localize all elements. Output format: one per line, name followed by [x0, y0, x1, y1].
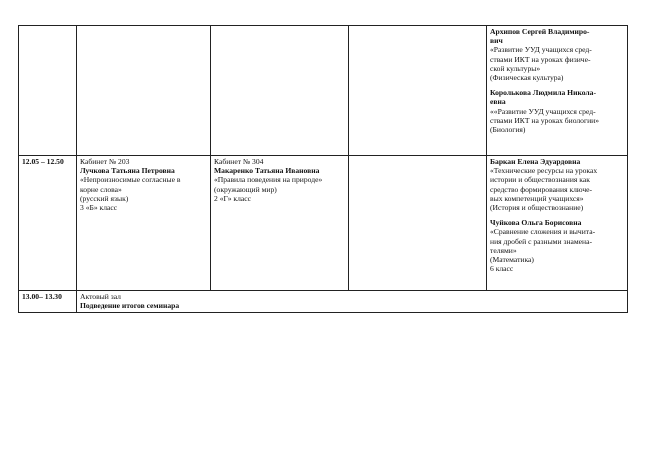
speaker-name: Архипов Сергей Владимиро-	[490, 27, 590, 36]
grade-label: 6 класс	[490, 264, 514, 274]
table-cell	[349, 156, 487, 291]
teacher-name: Лучкова Татьяна Петровна	[80, 166, 175, 176]
talk-topic: «Сравнение сложения и вычита-	[490, 227, 596, 237]
table-cell	[211, 26, 349, 156]
room-label: Актовый зал	[80, 292, 121, 301]
table-cell	[349, 26, 487, 156]
speaker-name: вич	[490, 36, 503, 46]
lesson-cell	[211, 156, 349, 291]
speaker-entry	[490, 88, 624, 134]
speakers-cell	[487, 26, 628, 156]
time-cell: 12.05 – 12.50	[19, 156, 77, 291]
talk-topic: ской культуры»	[490, 63, 541, 73]
speaker-entry	[490, 218, 624, 273]
talk-topic: ствами ИКТ на уроках физиче-	[490, 54, 591, 64]
subject-label: (русский язык)	[80, 193, 129, 203]
speaker-entry	[490, 157, 624, 212]
table-row	[19, 156, 628, 291]
grade-label: 3 «Б» класс	[80, 203, 118, 213]
time-cell: 13.00– 13.30	[19, 291, 77, 313]
talk-topic: «Развитие УУД учащихся сред-	[490, 45, 592, 55]
teacher-name: Макаренко Татьяна Ивановна	[214, 166, 320, 176]
speaker-name: Баркан Елена Эдуардовна	[490, 157, 581, 166]
table-cell	[77, 26, 211, 156]
talk-topic: ния дробей с разными знамена-	[490, 236, 593, 246]
table-row	[19, 26, 628, 156]
subject-label: (Биология)	[490, 125, 526, 135]
talk-topic: «Технические ресурсы на уроках	[490, 166, 598, 176]
subject-label: (История и обществознание)	[490, 203, 584, 213]
lesson-topic: «Правила поведения на природе»	[214, 175, 323, 185]
room-label: Кабинет № 203	[80, 157, 130, 166]
speakers-cell	[487, 156, 628, 291]
summary-cell	[77, 291, 628, 313]
talk-topic: средство формирования ключе-	[490, 184, 593, 194]
lesson-cell	[77, 156, 211, 291]
session-title: Подведение итогов семинара	[80, 301, 180, 311]
schedule-table	[18, 25, 628, 313]
talk-topic: вых компетенций учащихся»	[490, 193, 584, 203]
speaker-name: Чуйкова Ольга Борисовна	[490, 218, 582, 228]
lesson-topic: «Непроизносимые согласные в	[80, 175, 181, 185]
time-cell	[19, 26, 77, 156]
grade-label: 2 «Г» класс	[214, 193, 251, 203]
speaker-entry	[490, 27, 624, 82]
subject-label: (Математика)	[490, 255, 534, 265]
speaker-name: евна	[490, 97, 506, 107]
talk-topic: телями»	[490, 245, 517, 255]
table-row	[19, 291, 628, 313]
speaker-name: Королькова Людмила Никола-	[490, 88, 597, 98]
lesson-topic: (окружающий мир)	[214, 184, 277, 194]
lesson-topic: корне слова»	[80, 184, 122, 194]
room-label: Кабинет № 304	[214, 157, 264, 166]
talk-topic: ««Развитие УУД учащихся сред-	[490, 106, 596, 116]
subject-label: (Физическая культура)	[490, 73, 564, 83]
talk-topic: истории и обществознания как	[490, 175, 590, 185]
talk-topic: ствами ИКТ на уроках биологии»	[490, 115, 600, 125]
